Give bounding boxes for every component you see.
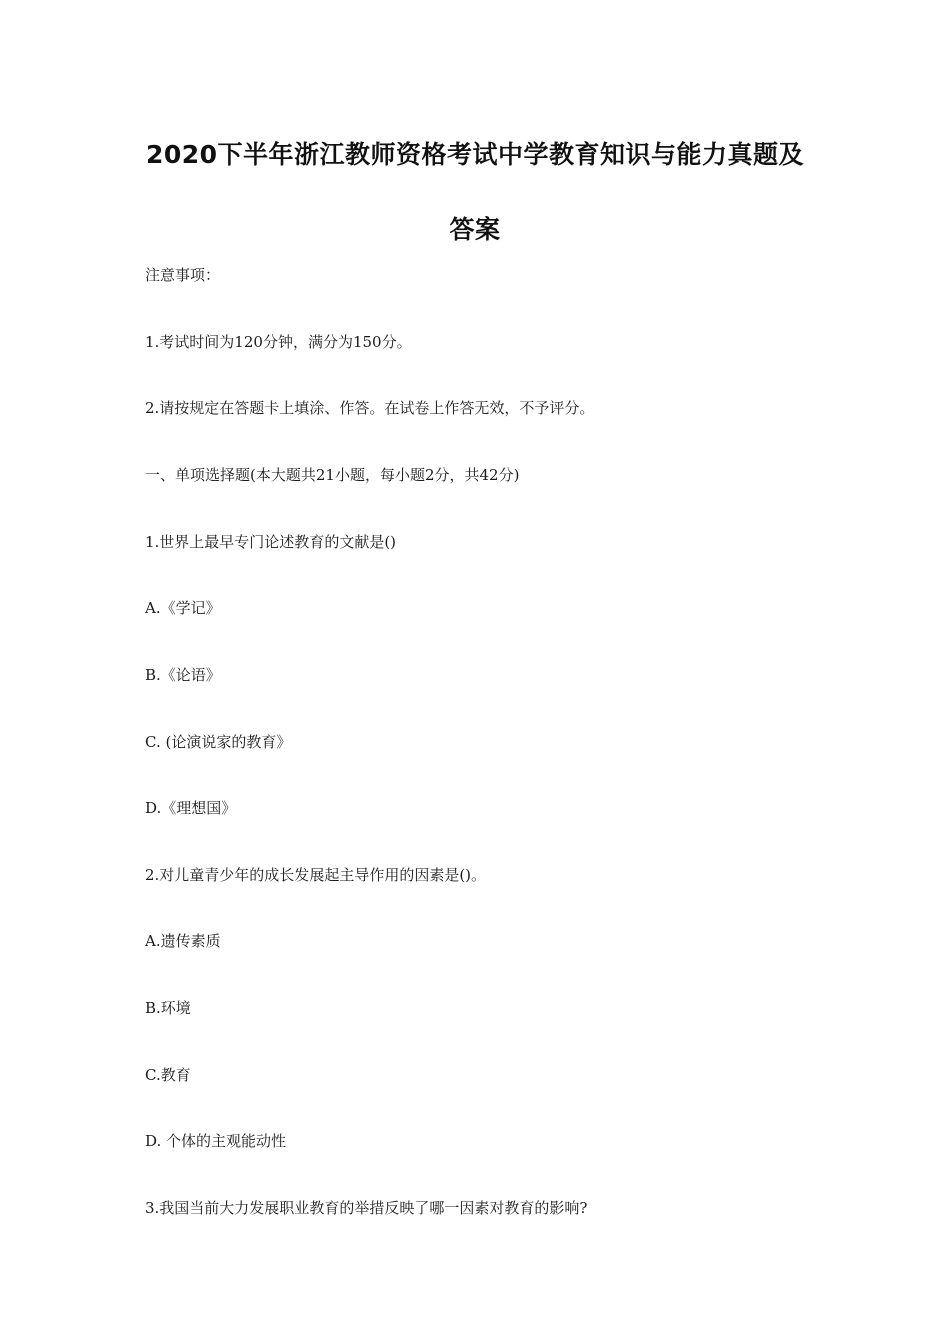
note-item: 2.请按规定在答题卡上填涂、作答。在试卷上作答无效，不予评分。: [145, 399, 595, 417]
question-option: C.教育: [145, 1066, 191, 1084]
question-option: D. 个体的主观能动性: [145, 1132, 287, 1150]
question-stem: 2.对儿童青少年的成长发展起主导作用的因素是()。: [145, 866, 487, 884]
document-title-line-2: 答案: [449, 215, 501, 244]
question-option: B.《论语》: [145, 666, 221, 684]
question-stem: 3.我国当前大力发展职业教育的举措反映了哪一因素对教育的影响?: [145, 1199, 588, 1217]
question-option: D.《理想国》: [145, 799, 237, 817]
note-item: 1.考试时间为120分钟，满分为150分。: [145, 333, 412, 351]
question-option: A.《学记》: [145, 599, 221, 617]
document-title-line-1: 2020下半年浙江教师资格考试中学教育知识与能力真题及: [145, 140, 805, 169]
question-option: C. (论演说家的教育》: [145, 733, 292, 751]
question-option: B.环境: [145, 999, 191, 1017]
question-option: A.遗传素质: [145, 932, 221, 950]
section-heading: 一、单项选择题(本大题共21小题，每小题2分，共42分): [145, 466, 520, 484]
notes-heading: 注意事项：: [145, 266, 221, 284]
question-stem: 1.世界上最早专门论述教育的文献是(): [145, 533, 397, 551]
